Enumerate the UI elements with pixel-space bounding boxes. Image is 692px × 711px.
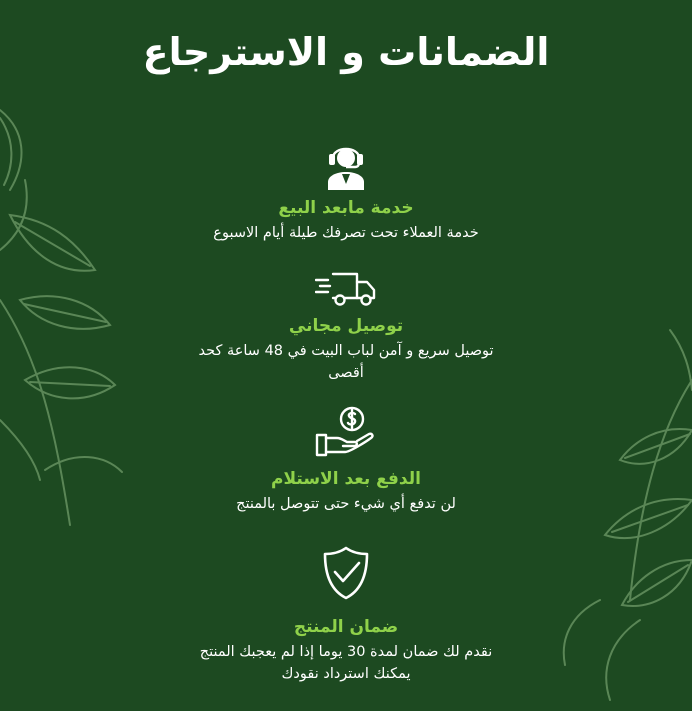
page-title: الضمانات و الاسترجاع bbox=[142, 30, 550, 74]
feature-description: خدمة العملاء تحت تصرفك طيلة أيام الاسبوع bbox=[213, 225, 479, 241]
feature-title: خدمة مابعد البيع bbox=[278, 198, 414, 218]
feature-after-sales bbox=[0, 136, 692, 244]
hand-holding-money-icon bbox=[315, 405, 377, 461]
feature-cash-on-delivery bbox=[0, 405, 692, 515]
shield-check-icon bbox=[322, 545, 370, 601]
customer-support-agent-icon bbox=[324, 136, 368, 190]
feature-description: نقدم لك ضمان لمدة 30 يوما إذا لم يعجبك المنتج يمكنك استرداد نقودك bbox=[199, 644, 493, 682]
feature-description: توصيل سريع و آمن لباب البيت في 48 ساعة كحد أقصى bbox=[198, 343, 494, 381]
feature-free-delivery bbox=[0, 268, 692, 384]
delivery-truck-icon bbox=[315, 268, 377, 308]
feature-product-guarantee bbox=[0, 545, 692, 685]
feature-description: لن تدفع أي شيء حتى تتوصل بالمنتج bbox=[236, 496, 456, 512]
feature-title: توصيل مجاني bbox=[288, 316, 404, 336]
feature-title: ضمان المنتج bbox=[293, 617, 399, 637]
feature-title: الدفع بعد الاستلام bbox=[271, 469, 421, 489]
